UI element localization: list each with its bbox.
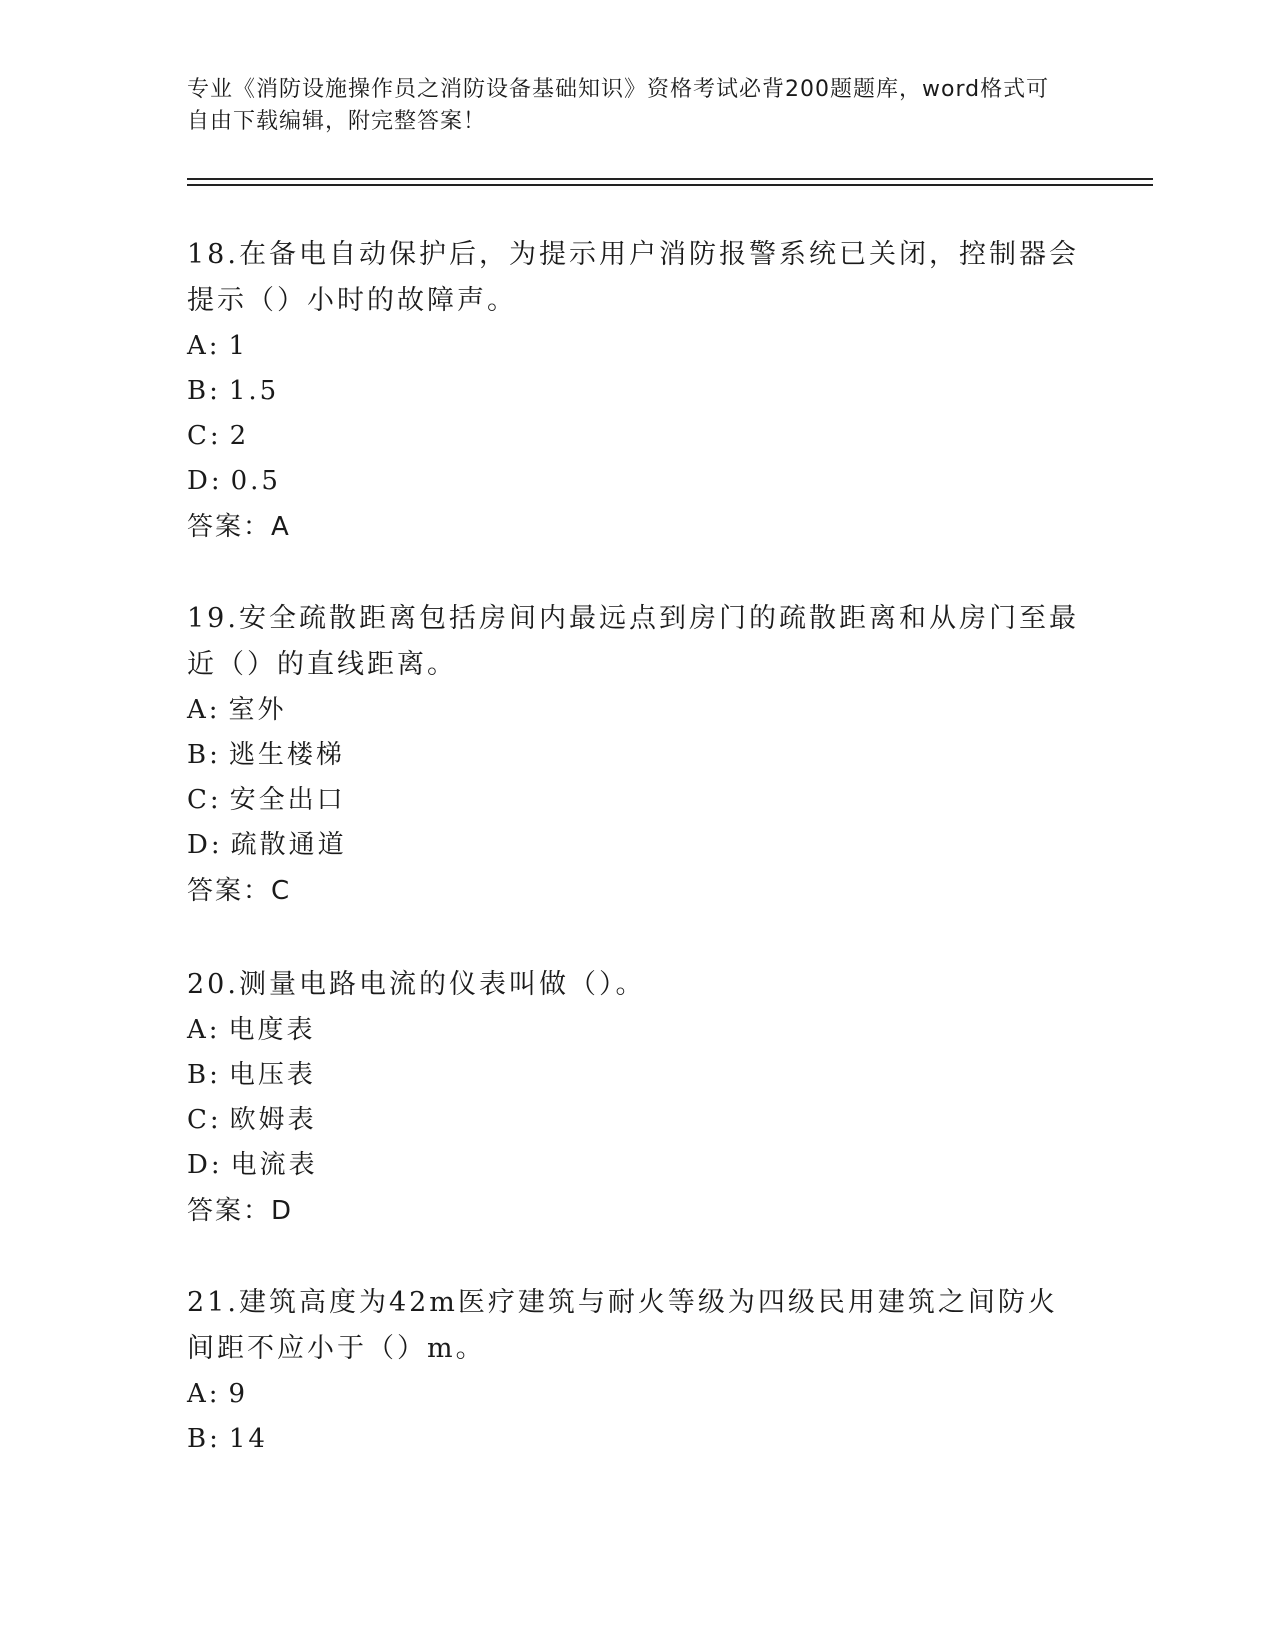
option-text: 室外	[228, 695, 287, 725]
option-c	[187, 1098, 1087, 1143]
question-19	[187, 596, 1087, 914]
option-label: B:	[187, 1060, 221, 1090]
option-text: 欧姆表	[229, 1105, 317, 1135]
option-label: A:	[187, 695, 221, 725]
option-d	[187, 1143, 1087, 1188]
option-text: 14	[228, 1424, 268, 1454]
option-text: 1.5	[228, 376, 280, 406]
option-text: 电度表	[228, 1015, 316, 1045]
option-c	[187, 414, 1087, 459]
option-label: D:	[187, 830, 223, 860]
document-header: 专业《消防设施操作员之消防设备基础知识》资格考试必背200题题库，word格式可自由下载编辑，附完整答案！	[187, 77, 1050, 134]
question-stem: 19.安全疏散距离包括房间内最远点到房门的疏散距离和从房门至最近（）的直线距离。	[187, 603, 1079, 680]
option-text: 9	[228, 1379, 249, 1409]
answer: 答案：D	[187, 1196, 294, 1226]
option-text: 逃生楼梯	[228, 740, 345, 770]
answer: 答案：A	[187, 512, 291, 542]
option-label: A:	[187, 1015, 221, 1045]
option-a	[187, 688, 1087, 733]
option-b	[187, 369, 1087, 414]
option-label: A:	[187, 1379, 221, 1409]
question-stem: 21.建筑高度为42m医疗建筑与耐火等级为四级民用建筑之间防火间距不应小于（）m。	[187, 1287, 1058, 1364]
option-label: C:	[187, 785, 222, 815]
option-label: D:	[187, 1150, 223, 1180]
option-label: D:	[187, 466, 223, 496]
option-text: 1	[228, 331, 249, 361]
header-divider-bottom	[187, 184, 1153, 186]
option-a	[187, 1372, 1087, 1417]
option-text: 安全出口	[229, 785, 346, 815]
option-text: 2	[229, 421, 250, 451]
question-18	[187, 232, 1087, 550]
option-label: C:	[187, 1105, 222, 1135]
question-stem: 18.在备电自动保护后，为提示用户消防报警系统已关闭，控制器会提示（）小时的故障声。	[187, 239, 1079, 316]
option-b	[187, 733, 1087, 778]
option-label: B:	[187, 376, 221, 406]
option-text: 电压表	[228, 1060, 316, 1090]
question-stem: 20.测量电路电流的仪表叫做（）。	[187, 969, 646, 1000]
option-a	[187, 324, 1087, 369]
option-b	[187, 1417, 1087, 1462]
question-21	[187, 1280, 1087, 1462]
option-b	[187, 1053, 1087, 1098]
option-a	[187, 1008, 1087, 1053]
option-d	[187, 823, 1087, 868]
option-text: 0.5	[230, 466, 281, 496]
question-20	[187, 962, 1087, 1234]
header-divider-top	[187, 178, 1153, 180]
option-label: C:	[187, 421, 222, 451]
option-label: B:	[187, 740, 221, 770]
option-text: 疏散通道	[230, 830, 347, 860]
option-d	[187, 459, 1087, 504]
option-c	[187, 778, 1087, 823]
option-label: A:	[187, 331, 221, 361]
option-text: 电流表	[230, 1150, 318, 1180]
option-label: B:	[187, 1424, 221, 1454]
answer: 答案：C	[187, 876, 292, 906]
